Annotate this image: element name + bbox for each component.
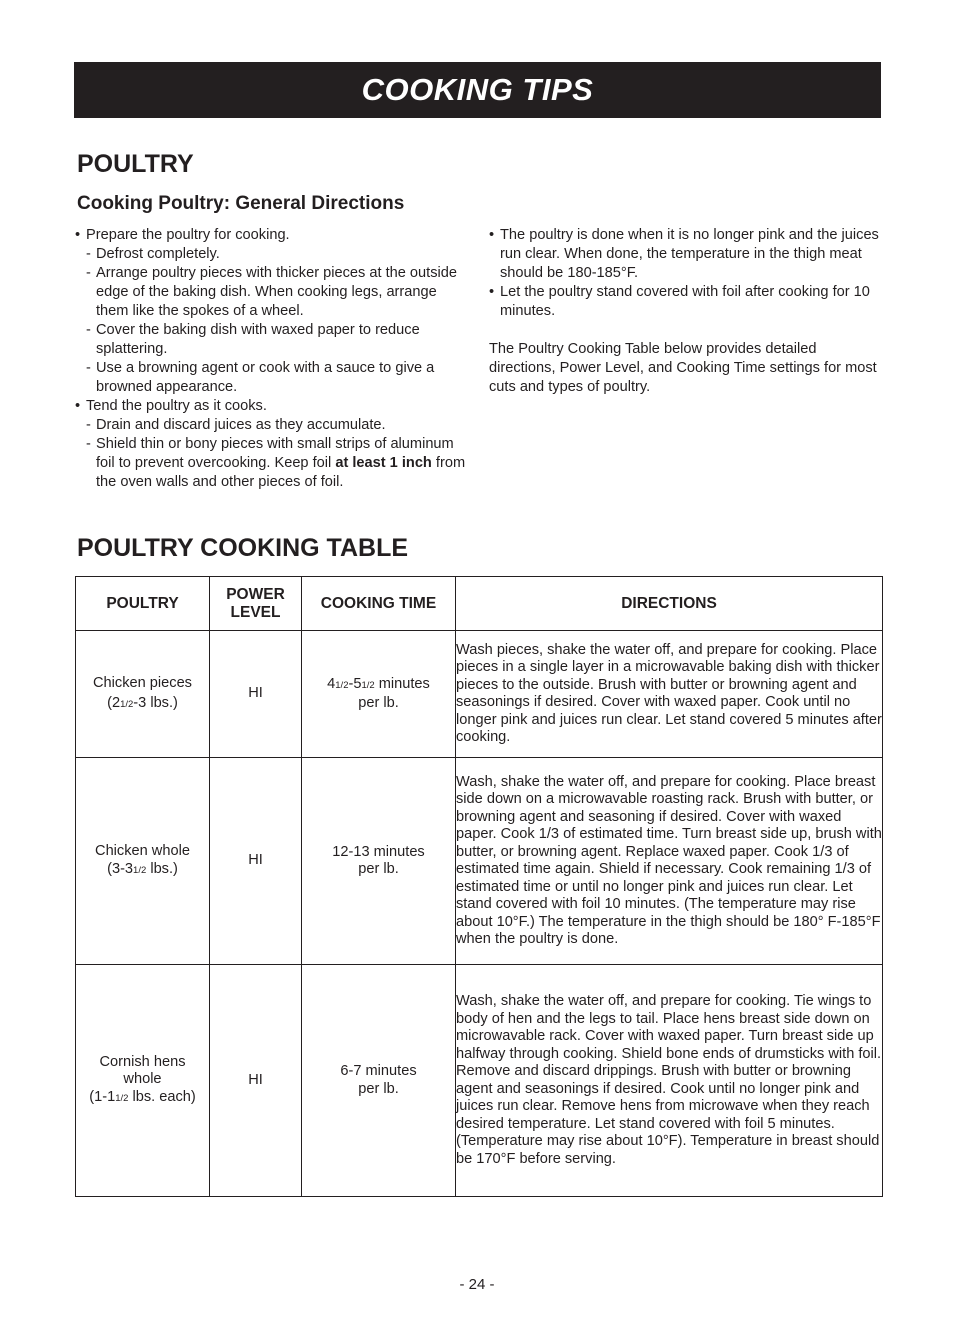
list-subitem-text: Drain and discard juices as they accumulate.: [96, 417, 386, 433]
table-row: [76, 965, 883, 1197]
list-item-text: Prepare the poultry for cooking.: [86, 227, 290, 243]
cell-power: HI: [210, 758, 302, 965]
header-power-level: [210, 577, 302, 631]
cell-power: HI: [210, 965, 302, 1197]
poultry-name: Cornish hens: [99, 1053, 186, 1070]
poultry-weight: (3-31/2 lbs.): [107, 860, 178, 877]
list-subitem-text: from the oven walls and other pieces of foil.: [96, 455, 466, 490]
time-unit: per lb.: [358, 861, 399, 877]
table-intro-note: The Poultry Cooking Table below provides detailed directions, Power Level, and Cooking Time settings for most cuts and types of poultry.: [489, 341, 877, 395]
table-row: [76, 631, 883, 758]
time-unit: per lb.: [358, 1080, 399, 1097]
list-subitem: - Use a browning agent or cook with a sauce to give a browned appearance.: [86, 360, 435, 395]
poultry-name: Chicken pieces: [93, 674, 192, 691]
cell-poultry: [76, 965, 210, 1197]
list-item: • Tend the poultry as it cooks.: [75, 398, 267, 414]
list-item-text: Tend the poultry as it cooks.: [86, 398, 267, 414]
header-poultry: POULTRY: [76, 577, 210, 631]
time-unit: per lb.: [358, 694, 399, 711]
section-subtitle: Cooking Poultry: General Directions: [77, 193, 405, 214]
directions-text: Wash, shake the water off, and prepare for cooking. Tie wings to body of hen and the legs to tail. Place hens breast side down on microwavable rack. Cover with waxed paper. Turn breast side up halfway through cooking. Shield bone ends of drumsticks with foil. Remove and discard drippings. Brush with butter or browning agent and seasonings if desired. Cook until no longer pink and juices run clear. Remove hens from microwave when they reach desired temperature. Let stand covered with foil 5 minutes.: [456, 993, 882, 1132]
header-level-text: LEVEL: [230, 603, 281, 621]
cell-directions: Wash pieces, shake the water off, and prepare for cooking. Place pieces in a single layer in a microwavable baking dish with thicker pieces to the outside. Brush with butter or browning agent and seasonings if desired. Cover with waxed paper. Cook until no longer pink and juices run clear. Let stand covered 5 minutes after cooking.: [456, 631, 883, 758]
list-subitem: - Drain and discard juices as they accumulate.: [86, 417, 386, 433]
directions-note: (Temperature may rise about 10°F). Temperature in breast should be 170°F before serving.: [456, 1133, 880, 1167]
header-directions: DIRECTIONS: [456, 577, 883, 631]
list-subitem: - Cover the baking dish with waxed paper to reduce splattering.: [86, 322, 420, 357]
poultry-qualifier: whole: [123, 1071, 162, 1088]
header-cooking-time: COOKING TIME: [302, 577, 456, 631]
general-directions-right: [489, 226, 884, 397]
general-directions-left: [75, 226, 470, 492]
table-header-row: [76, 577, 883, 631]
poultry-cooking-table: [75, 576, 883, 1197]
list-subitem: - Defrost completely.: [86, 246, 220, 262]
list-subitem-text: Use a browning agent or cook with a sauce to give a browned appearance.: [96, 360, 435, 395]
cell-time: [302, 631, 456, 758]
list-subitem: - Arrange poultry pieces with thicker pieces at the outside edge of the baking dish. When cooking legs, arrange them like the spokes of a wheel.: [86, 265, 457, 319]
list-subitem: - Shield thin or bony pieces with small strips of aluminum foil to prevent overcooking. Keep foil at least 1 inch from the oven walls and other pieces of foil.: [86, 436, 466, 490]
list-item: • Let the poultry stand covered with foil after cooking for 10 minutes.: [489, 284, 870, 319]
cell-time: [302, 965, 456, 1197]
page-number: - 24 -: [459, 1276, 495, 1293]
cell-power: HI: [210, 631, 302, 758]
time-range: 6-7 minutes: [340, 1063, 417, 1079]
section-title: POULTRY: [77, 150, 194, 178]
cell-poultry: [76, 758, 210, 965]
cell-poultry: [76, 631, 210, 758]
emphasis-text: at least 1 inch: [335, 455, 432, 471]
list-item-text: The poultry is done when it is no longer pink and the juices run clear. When done, the temperature in the thigh meat should be 180-185°F.: [500, 227, 879, 281]
poultry-weight: (1-11/2 lbs. each): [89, 1088, 196, 1105]
cell-directions: [456, 965, 883, 1197]
list-subitem-text: Cover the baking dish with waxed paper to reduce splattering.: [96, 322, 420, 357]
table-title: POULTRY COOKING TABLE: [77, 534, 409, 562]
list-item: • Prepare the poultry for cooking.: [75, 227, 290, 243]
list-subitem-text: Arrange poultry pieces with thicker pieces at the outside edge of the baking dish. When cooking legs, arrange them like the spokes of a wheel.: [96, 265, 457, 319]
cell-directions: Wash, shake the water off, and prepare for cooking. Place breast side down on a microwavable roasting rack. Brush with butter, or browning agent and seasoning if desired. Cover with waxed paper. Cook 1/3 of estimated time. Turn breast side up, brush with butter, or browning agent. Replace waxed paper. Cook 1/3 of estimated time again. Shield if necessary. Cook remaining 1/3 of estimated time or until no longer pink and juices run clear. Let stand covered with foil 10 minutes. (The temperature may rise about 10°F.) The temperature in the thigh should be 180° F-185°F when the poultry is done.: [456, 758, 883, 965]
poultry-name: Chicken whole: [95, 843, 190, 859]
list-subitem-text: Shield thin or bony pieces with small strips of aluminum foil to prevent overcooking. Keep foil: [96, 436, 454, 471]
cell-time: [302, 758, 456, 965]
page-banner: [74, 62, 881, 118]
list-item: • The poultry is done when it is no longer pink and the juices run clear. When done, the temperature in the thigh meat should be 180-185°F.: [489, 227, 879, 281]
poultry-weight: (21/2-3 lbs.): [107, 695, 178, 711]
banner-title: COOKING TIPS: [361, 72, 594, 107]
table-row: [76, 758, 883, 965]
time-range: 12-13 minutes: [332, 843, 425, 860]
list-item-text: Let the poultry stand covered with foil after cooking for 10 minutes.: [500, 284, 870, 319]
list-subitem-text: Defrost completely.: [96, 246, 220, 262]
time-range: 41/2-51/2 minutes: [327, 676, 430, 692]
header-power-text: POWER: [226, 585, 285, 603]
